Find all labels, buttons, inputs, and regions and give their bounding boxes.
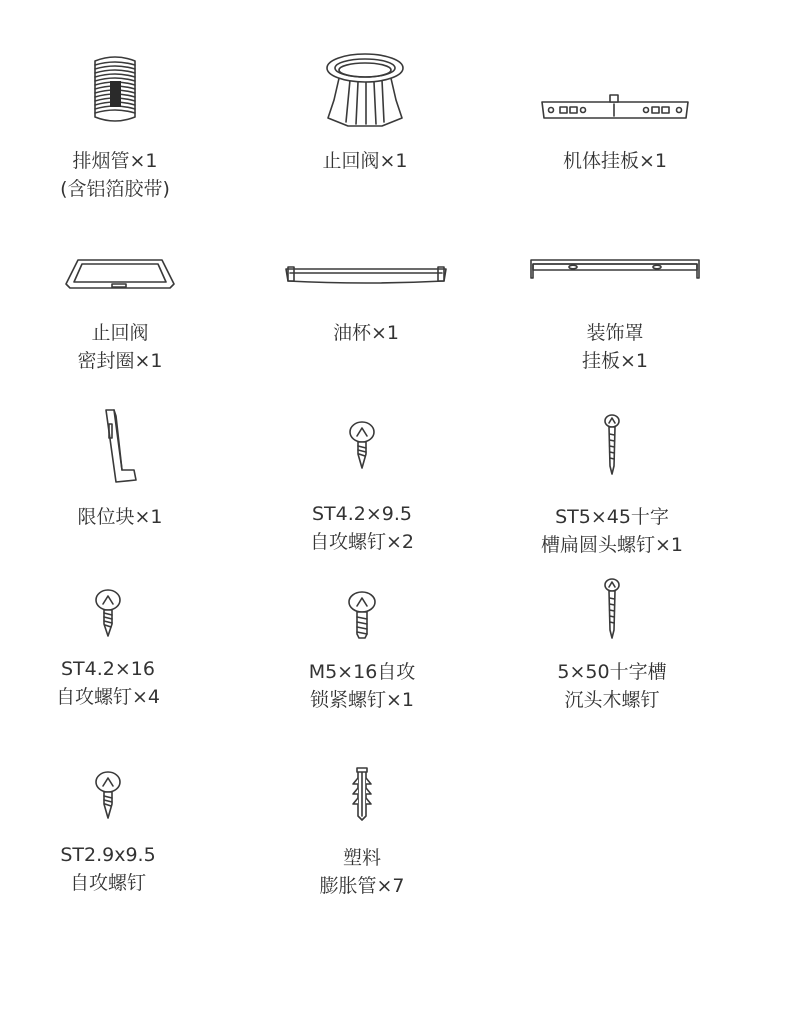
- part-label: 机体挂板×1: [562, 150, 667, 172]
- limit-block-icon: [100, 408, 140, 484]
- tapping-screw-icon: [347, 420, 377, 470]
- part-label: ST4.2×16 自攻螺钉×4: [55, 658, 160, 708]
- part-label: ST4.2×9.5 自攻螺钉×2: [309, 503, 414, 553]
- tapping-screw-icon: [93, 588, 123, 638]
- part-label: 止回阀 密封圈×1: [77, 322, 163, 372]
- part-label: 装饰罩 挂板×1: [581, 322, 648, 372]
- part-label: 限位块×1: [77, 506, 163, 528]
- part-label: 排烟管×1 (含铝箔胶带): [60, 150, 170, 200]
- part-label: ST2.9x9.5 自攻螺钉: [60, 844, 156, 894]
- cover-plate-icon: [529, 258, 701, 282]
- part-label: 塑料 膨胀管×7: [319, 847, 405, 897]
- long-screw-icon: [602, 578, 622, 640]
- part-label: M5×16自攻 锁紧螺钉×1: [308, 661, 416, 711]
- wall-anchor-icon: [349, 766, 375, 822]
- oil-cup-icon: [284, 265, 448, 285]
- part-label: ST5×45十字 槽扁圆头螺钉×1: [540, 506, 683, 556]
- part-label: 止回阀×1: [322, 150, 408, 172]
- locking-screw-icon: [346, 590, 378, 640]
- long-screw-icon: [602, 414, 622, 476]
- exhaust-pipe-icon: [93, 55, 137, 125]
- seal-ring-icon: [64, 258, 176, 292]
- part-label: 5×50十字槽 沉头木螺钉: [557, 661, 667, 711]
- check-valve-icon: [320, 50, 410, 128]
- tapping-screw-icon: [93, 770, 123, 820]
- part-label: 油杯×1: [332, 322, 399, 344]
- mounting-plate-icon: [540, 92, 690, 122]
